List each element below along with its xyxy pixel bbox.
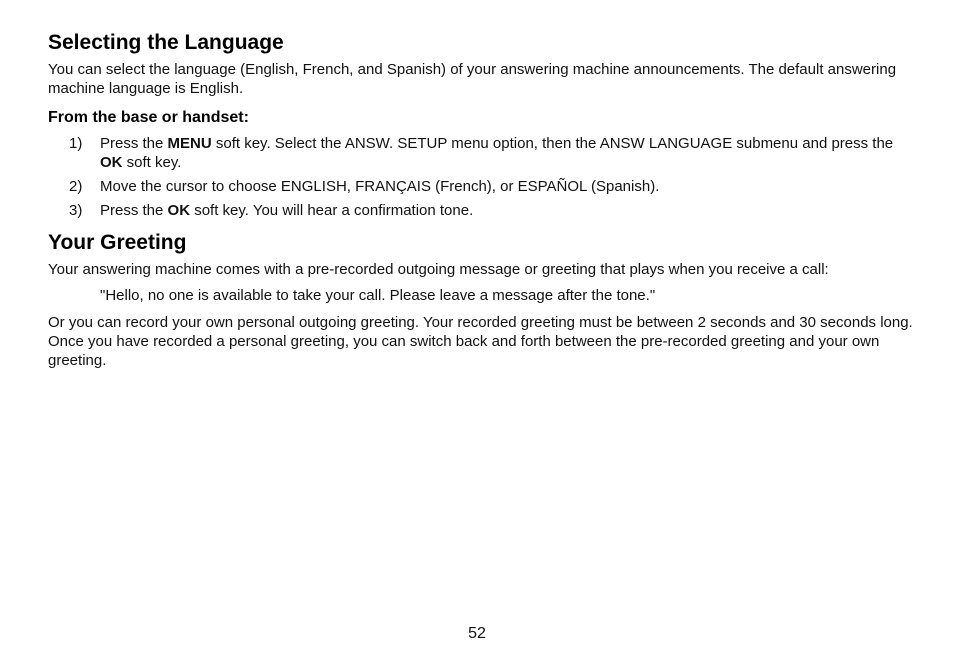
step-text: Move the cursor to choose ENGLISH, FRANÇAIS (French), or ESPAÑOL (Spanish). [100, 178, 660, 195]
document-page [48, 28, 914, 370]
page-number: 52 [468, 625, 486, 642]
step-text: Press the [100, 202, 168, 219]
key-name-ok: OK [100, 154, 123, 171]
section-intro-paragraph: You can select the language (English, French, and Spanish) of your answering machine announcements. The default answering machine language is English. [48, 61, 897, 97]
step-item-3 [48, 201, 914, 220]
key-name-menu: MENU [167, 135, 212, 152]
step-item-2 [48, 177, 914, 196]
step-number: 3) [69, 202, 83, 219]
key-name-ok: OK [167, 202, 191, 219]
step-text: Press the [100, 135, 168, 152]
section-title-your-greeting: Your Greeting [48, 231, 187, 254]
steps-list [48, 134, 914, 220]
step-text: soft key. You will hear a confirmation tone. [190, 202, 474, 219]
step-text: soft key. [122, 154, 182, 171]
step-number: 1) [69, 135, 83, 152]
greeting-quote: "Hello, no one is available to take your call. Please leave a message after the tone." [100, 287, 656, 304]
step-text: soft key. Select the ANSW. SETUP menu option, then the ANSW LANGUAGE submenu and press the [211, 135, 894, 152]
step-item-1 [48, 134, 914, 172]
section-body-paragraph: Or you can record your own personal outgoing greeting. Your recorded greeting must be between 2 seconds and 30 seconds long. Once you have recorded a personal greeting, you can switch back and forth between the pre-recorded greeting and your own greeting. [48, 314, 913, 369]
subheading-from-base-or-handset: From the base or handset: [48, 109, 249, 126]
section-title-selecting-language: Selecting the Language [48, 31, 284, 54]
section-intro-paragraph: Your answering machine comes with a pre-recorded outgoing message or greeting that plays when you receive a call: [48, 261, 829, 278]
step-number: 2) [69, 178, 83, 195]
